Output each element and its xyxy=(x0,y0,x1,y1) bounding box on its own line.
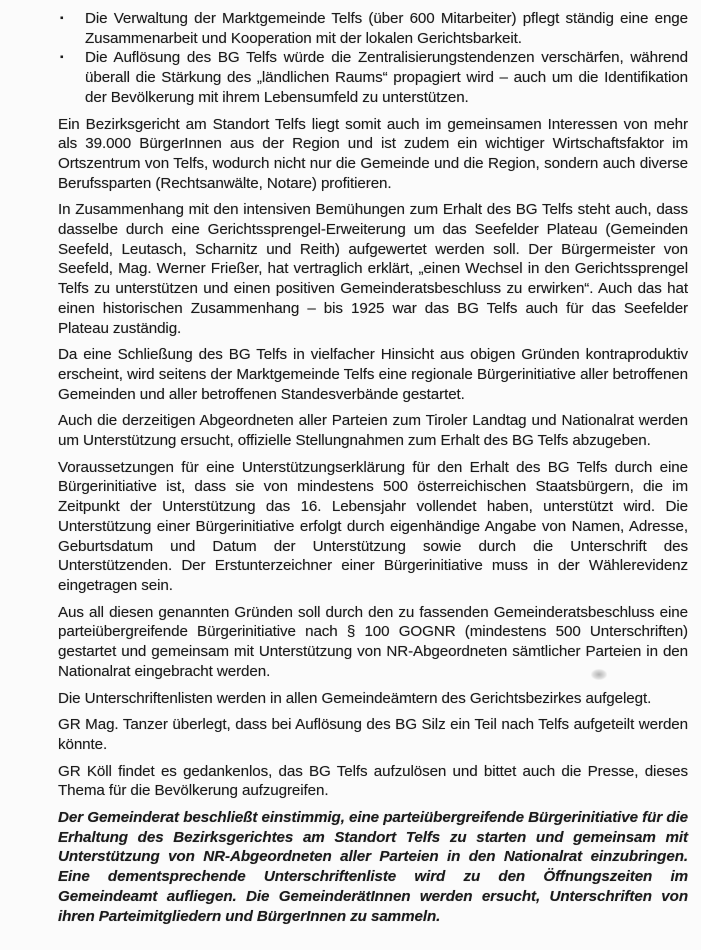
paragraph-seefeld-expansion: In Zusammenhang mit den intensiven Bemühungen zum Erhalt des BG Telfs steht auch, dass dasselbe durch eine Gerichtssprengel-Erweiterung um das Seefelder Plateau (Gemeinden Seefeld, Leutasch, Scharnitz und Reith) aufgewertet werden soll. Der Bürgermeister von Seefeld, Mag. Werner Frießer, hat vertraglich erklärt, „einen Wechsel in den Gerichtssprengel Telfs zu unterstützen und einen positiven Gemeinderatsbeschluss zu erwirken“. Auch das hat einen historischen Zusammenhang – bis 1925 war das BG Telfs auch für das Seefelder Plateau zuständig. xyxy=(58,201,688,337)
bullet-list xyxy=(58,9,688,108)
paragraph-support-requirements: Voraussetzungen für eine Unterstützungserklärung für den Erhalt des BG Telfs durch eine Bürgerinitiative ist, dass sie von mindestens 500 österreichischen Staatsbürgern, die im Zeitpunkt der Unterstützung das 16. Lebensjahr vollendet haben, unterstützt wird. Die Unterstützung einer Bürgerinitiative erfolgt durch eigenhändige Angabe von Namen, Adresse, Geburtsdatum und Datum der Unterstützung sowie durch die Unterschrift des Unterstützenden. Der Erstunterzeichner einer Bürgerinitiative muss in der Wählerevidenz eingetragen sein. xyxy=(58,458,688,594)
paragraph-gr-koell: GR Köll findet es gedankenlos, das BG Telfs aufzulösen und bittet auch die Presse, dieses Thema für die Bevölkerung aufzugreifen. xyxy=(58,762,688,800)
bullet-text: Die Verwaltung der Marktgemeinde Telfs (über 600 Mitarbeiter) pflegt ständig eine enge Zusammenarbeit und Kooperation mit der lokalen Gerichtsbarkeit. xyxy=(85,10,688,47)
bullet-item xyxy=(58,9,688,48)
bullet-text: Die Auflösung des BG Telfs würde die Zentralisierungstendenzen verschärfen, während überall die Stärkung des „ländlichen Raums“ propagiert wird – auch um die Identifikation der Bevölkerung mit ihrem Lebensumfeld zu unterstützen. xyxy=(85,49,688,106)
paragraph-gr-tanzer: GR Mag. Tanzer überlegt, dass bei Auflösung des BG Silz ein Teil nach Telfs aufgeteilt werden könnte. xyxy=(58,716,688,753)
paragraph-deputies-support: Auch die derzeitigen Abgeordneten aller Parteien zum Tiroler Landtag und Nationalrat werden um Unterstützung ersucht, offizielle Stellungnahmen zum Erhalt des BG Telfs abzugeben. xyxy=(58,412,688,450)
paragraph-initiative-plan: Aus all diesen genannten Gründen soll durch den zu fassenden Gemeinderatsbeschluss eine parteiübergreifende Bürgerinitiative nach § 100 GOGNR (mindestens 500 Unterschriften) gestartet und gemeinsam mit Unterstützung von NR-Abgeordneten sämtlicher Parteien in den Nationalrat eingebracht werden. xyxy=(58,603,688,680)
bullet-item xyxy=(58,48,688,107)
paragraph-signature-lists: Die Unterschriftenlisten werden in allen Gemeindeämtern des Gerichtsbezirkes aufgelegt. xyxy=(58,689,652,707)
bullet-square-icon: ▪ xyxy=(60,13,64,24)
resolution-paragraph: Der Gemeinderat beschließt einstimmig, eine parteiübergreifende Bürgerinitiative für die Erhaltung des Bezirksgerichtes am Standort Telfs zu starten und gemeinsam mit Unterstützung von NR-Abgeordneten aller Parteien in den Nationalrat einzubringen. Eine dementsprechende Unterschriftenliste wird zu den Öffnungszeiten im Gemeindeamt aufliegen. Die GemeinderätInnen werden ersucht, Unterschriften von ihren Parteimitgliedern und BürgerInnen zu sammeln. xyxy=(58,809,688,925)
bullet-square-icon: ▪ xyxy=(60,52,64,64)
paragraph-court-importance: Ein Bezirksgericht am Standort Telfs liegt somit auch im gemeinsamen Interessen von mehr als 39.000 BürgerInnen aus der Region und ist zudem ein wichtiger Wirtschaftsfaktor im Ortszentrum von Telfs, wodurch nicht nur die Gemeinde und die Region, sondern auch diverse Berufssparten (Rechtsanwälte, Notare) profitieren. xyxy=(58,115,688,192)
paragraph-citizens-initiative: Da eine Schließung des BG Telfs in vielfacher Hinsicht aus obigen Gründen kontraproduktiv erscheint, wird seitens der Marktgemeinde Telfs eine regionale Bürgerinitiative aller betroffenen Gemeinden und aller betroffenen Standesverbände gestartet. xyxy=(58,346,688,403)
